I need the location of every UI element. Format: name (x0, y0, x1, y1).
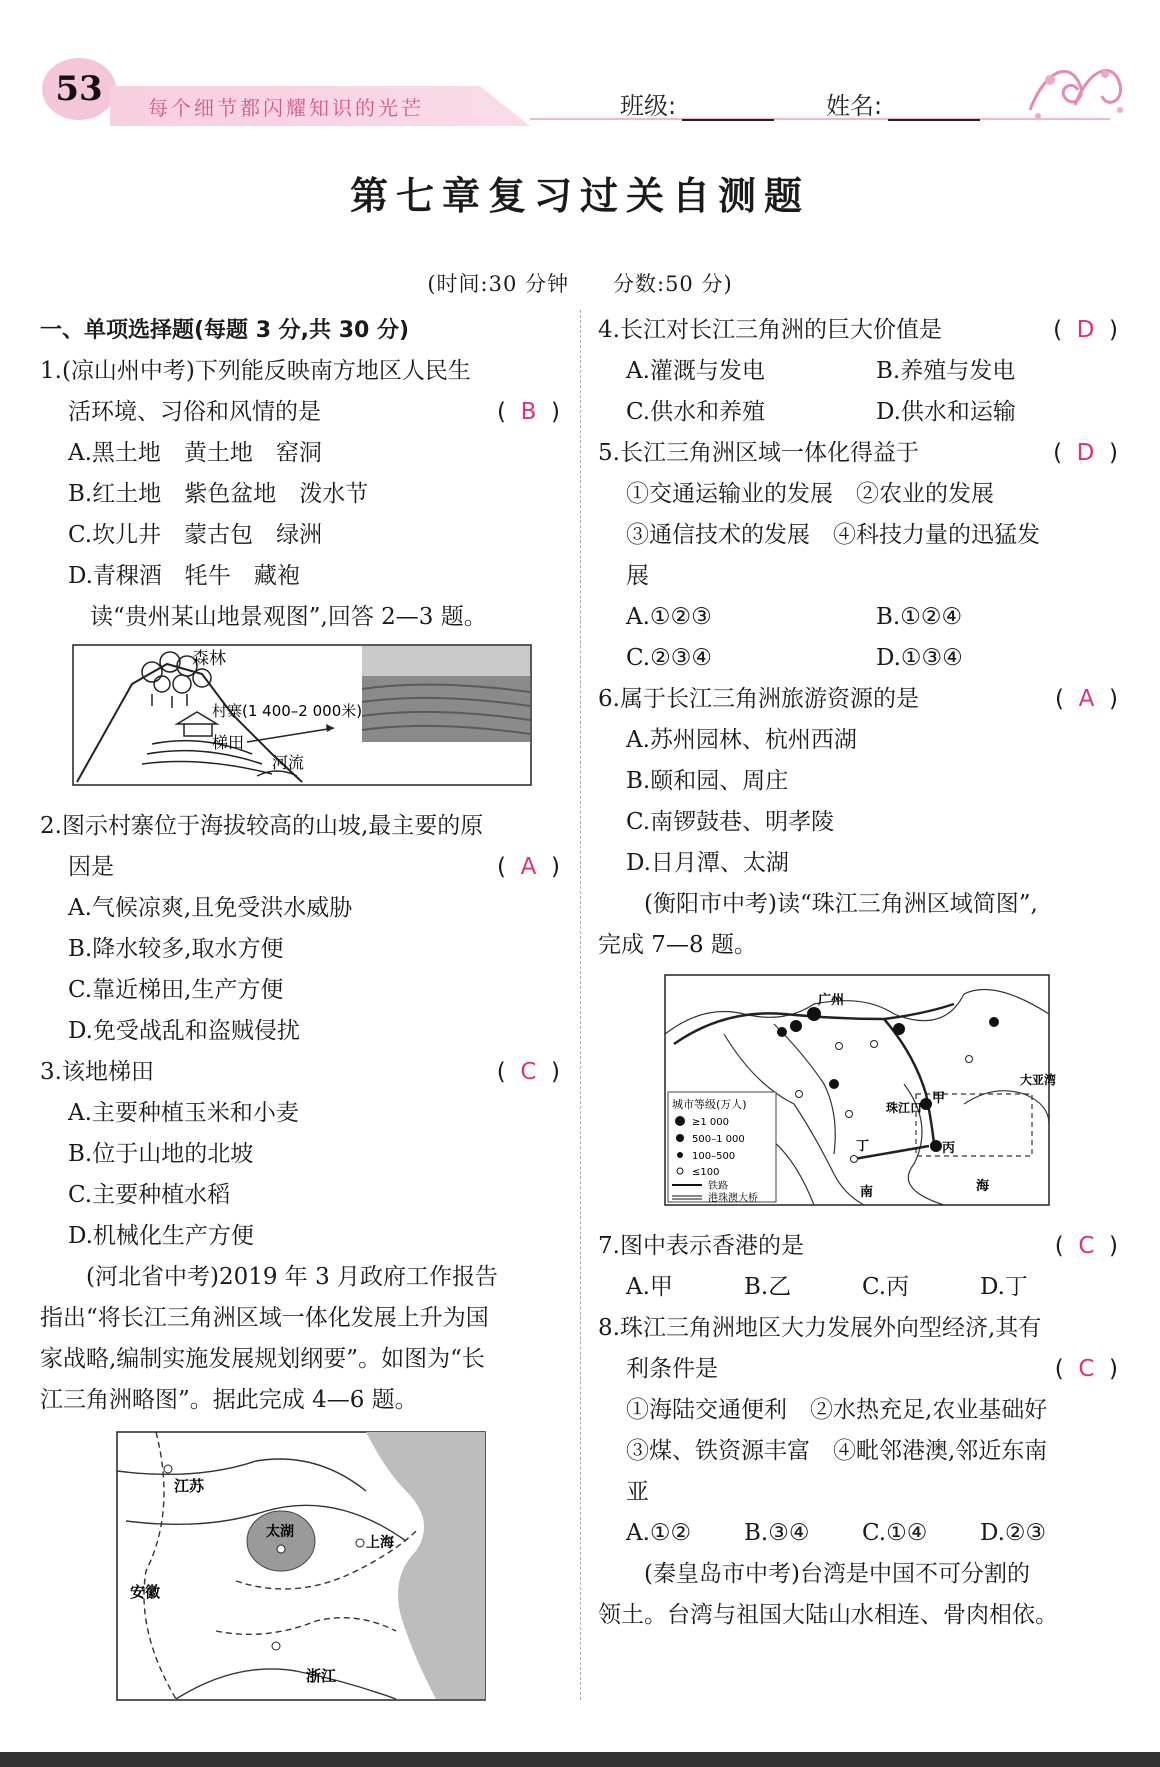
q8-item-line3: 亚 (626, 1479, 649, 1505)
fig3-label-nan: 南 (860, 1185, 874, 1200)
q8-option-a: A.①② (626, 1520, 692, 1546)
q8-item-line2: ③煤、铁资源丰富 ④毗邻港澳,邻近东南 (626, 1438, 1048, 1464)
q6-answer-bracket: ( A ) (1055, 686, 1118, 712)
q1-answer: B (520, 399, 537, 425)
q7-stem: 7.图中表示香港的是 (598, 1233, 804, 1259)
para2-line1: (衡阳市中考)读“珠江三角洲区域简图”, (644, 891, 1038, 917)
question-1 (40, 351, 560, 597)
fig1-label-river: 河流 (272, 753, 305, 772)
q5-answer: D (1076, 440, 1095, 466)
para1-line2: 指出“将长江三角洲区域一体化发展上升为国 (40, 1305, 489, 1331)
legend-title: 城市等级(万人) (672, 1098, 747, 1111)
page-title: 第七章复习过关自测题 (349, 173, 810, 218)
q5-answer-bracket: ( D ) (1053, 440, 1118, 466)
column-divider (580, 310, 581, 1700)
fig3-label-bing: 丙 (942, 1141, 956, 1156)
q1-stem-line2: 活环境、习俗和风情的是 (68, 399, 321, 425)
name-blank[interactable] (888, 99, 980, 121)
q1-stem-line1: 1.(凉山州中考)下列能反映南方地区人民生 (40, 358, 471, 384)
guizhou-landscape-figure (72, 644, 532, 786)
q8-stem-line2: 利条件是 (626, 1356, 718, 1382)
q1-option-c: C.坎儿井 蒙古包 绿洲 (68, 522, 323, 548)
q1-option-d: D.青稞酒 牦牛 藏袍 (68, 563, 300, 589)
q5-item-line2: ③通信技术的发展 ④科技力量的迅猛发 (626, 522, 1040, 548)
legend-level-3: 100–500 (692, 1151, 736, 1162)
q8-stem-line1: 8.珠江三角洲地区大力发展外向型经济,其有 (598, 1315, 1042, 1341)
q7-answer: C (1078, 1233, 1095, 1259)
section-heading: 一、单项选择题(每题 3 分,共 30 分) (40, 318, 410, 343)
legend-level-1: ≥1 000 (692, 1117, 730, 1128)
fig3-label-guangzhou: 广州 (818, 993, 845, 1008)
fig3-label-zhujiangkou: 珠江口 (886, 1101, 923, 1115)
q8-option-c: C.①④ (862, 1520, 928, 1546)
q3-option-a: A.主要种植玉米和小麦 (68, 1100, 299, 1126)
fig3-legend (668, 1092, 776, 1204)
fig1-label-village: 村寨(1 400–2 000米) (212, 702, 363, 720)
q6-option-d: D.日月潭、太湖 (626, 850, 789, 876)
context-paragraph-1 (40, 1257, 560, 1421)
time-score-info: (时间:30 分钟 分数:50 分) (427, 272, 733, 296)
context-paragraph-3 (598, 1554, 1118, 1636)
para1-line3: 家战略,编制实施发展规划纲要”。如图为“长 (40, 1346, 485, 1372)
q8-answer-bracket: ( C ) (1054, 1356, 1118, 1382)
legend-railway: 铁路 (708, 1181, 728, 1192)
fig3-label-hai: 海 (976, 1179, 990, 1194)
q6-stem: 6.属于长江三角洲旅游资源的是 (598, 686, 919, 712)
question-7 (598, 1226, 1118, 1308)
para3-line1: (秦皇岛市中考)台湾是中国不可分割的 (644, 1561, 1030, 1587)
name-label: 姓名: (826, 92, 883, 120)
q2-answer-bracket: ( A ) (497, 854, 560, 880)
question-5 (598, 433, 1118, 679)
fig3-label-ding: 丁 (856, 1139, 870, 1154)
fig2-label-taihu: 太湖 (266, 1524, 294, 1540)
q1-option-a: A.黑土地 黄土地 窑洞 (68, 440, 322, 466)
class-field (620, 86, 774, 121)
fig2-label-shanghai: 上海 (366, 1535, 394, 1551)
yangtze-delta-map (116, 1431, 486, 1701)
q8-item-line1: ①海陆交通便利 ②水热充足,农业基础好 (626, 1397, 1048, 1423)
question-3 (40, 1052, 560, 1257)
q7-answer-bracket: ( C ) (1054, 1233, 1118, 1259)
question-8 (598, 1308, 1118, 1554)
q5-item-line1: ①交通运输业的发展 ②农业的发展 (626, 481, 994, 507)
q2-stem-line1: 2.图示村寨位于海拔较高的山坡,最主要的原 (40, 813, 484, 839)
fig3-label-dayawan: 大亚湾 (1020, 1073, 1057, 1087)
q6-option-b: B.颐和园、周庄 (626, 768, 789, 794)
pearl-river-delta-map (664, 974, 1057, 1206)
q2-option-d: D.免受战乱和盗贼侵扰 (68, 1018, 300, 1044)
q7-option-c: C.丙 (862, 1274, 910, 1300)
q5-item-line3: 展 (626, 563, 649, 589)
q3-stem: 3.该地梯田 (40, 1059, 154, 1085)
q2-stem-line2: 因是 (68, 854, 114, 880)
q1-option-b: B.红土地 紫色盆地 泼水节 (68, 481, 369, 507)
q7-option-a: A.甲 (626, 1274, 673, 1300)
q3-answer: C (520, 1059, 537, 1085)
q8-option-d: D.②③ (980, 1520, 1047, 1546)
fig1-label-forest: 森林 (192, 649, 226, 669)
para1-line4: 江三角洲略图”。据此完成 4—6 题。 (40, 1387, 418, 1413)
q4-option-b: B.养殖与发电 (876, 358, 1016, 384)
para1-line1: (河北省中考)2019 年 3 月政府工作报告 (86, 1264, 499, 1290)
fig3-label-jia: 甲 (932, 1091, 946, 1106)
q3-option-c: C.主要种植水稻 (68, 1182, 231, 1208)
legend-level-2: 500–1 000 (692, 1134, 745, 1145)
question-4 (598, 310, 1118, 433)
fig2-label-zhejiang: 浙江 (306, 1667, 337, 1685)
q1-answer-bracket: ( B ) (497, 399, 560, 425)
page-number: 53 (42, 58, 116, 120)
read-instruction-1: 读“贵州某山地景观图”,回答 2—3 题。 (90, 604, 487, 630)
q3-answer-bracket: ( C ) (496, 1059, 560, 1085)
q4-answer-bracket: ( D ) (1053, 317, 1118, 343)
question-6 (598, 679, 1118, 884)
bottom-bar (0, 1752, 1160, 1767)
q4-option-a: A.灌溉与发电 (626, 358, 765, 384)
fig1-label-terrace: 梯田 (212, 733, 245, 752)
right-column (598, 310, 1118, 1636)
question-2 (40, 806, 560, 1052)
q2-option-a: A.气候凉爽,且免受洪水威胁 (68, 895, 353, 921)
q7-option-b: B.乙 (744, 1274, 792, 1300)
q6-answer: A (1078, 686, 1095, 712)
q4-option-d: D.供水和运输 (876, 399, 1016, 425)
q6-option-a: A.苏州园林、杭州西湖 (626, 727, 857, 753)
q4-stem: 4.长江对长江三角洲的巨大价值是 (598, 317, 942, 343)
q8-answer: C (1078, 1356, 1095, 1382)
q2-option-b: B.降水较多,取水方便 (68, 936, 284, 962)
para3-line2: 领土。台湾与祖国大陆山水相连、骨肉相依。 (598, 1602, 1058, 1628)
class-label: 班级: (620, 92, 677, 120)
q5-stem: 5.长江三角洲区域一体化得益于 (598, 440, 919, 466)
q5-option-b: B.①②④ (876, 604, 963, 630)
header-slogan: 每个细节都闪耀知识的光芒 (148, 96, 424, 120)
fig2-label-anhui: 安徽 (130, 1583, 161, 1601)
q5-option-c: C.②③④ (626, 645, 712, 671)
left-column (40, 310, 560, 1721)
q2-answer: A (520, 854, 537, 880)
q5-option-d: D.①③④ (876, 645, 963, 671)
q4-answer: D (1076, 317, 1095, 343)
q8-option-b: B.③④ (744, 1520, 810, 1546)
class-blank[interactable] (682, 99, 774, 121)
context-paragraph-2 (598, 884, 1118, 966)
q4-option-c: C.供水和养殖 (626, 399, 766, 425)
fig2-label-jiangsu: 江苏 (174, 1477, 205, 1495)
flourish-ornament-icon (1020, 50, 1130, 124)
legend-bridge: 港珠澳大桥 (708, 1193, 758, 1204)
q7-option-d: D.丁 (980, 1274, 1028, 1300)
q2-option-c: C.靠近梯田,生产方便 (68, 977, 284, 1003)
q3-option-d: D.机械化生产方便 (68, 1223, 254, 1249)
q5-option-a: A.①②③ (626, 604, 712, 630)
q3-option-b: B.位于山地的北坡 (68, 1141, 254, 1167)
name-field (826, 86, 980, 121)
legend-level-4: ≤100 (692, 1167, 720, 1178)
q6-option-c: C.南锣鼓巷、明孝陵 (626, 809, 835, 835)
para2-line2: 完成 7—8 题。 (598, 932, 757, 958)
